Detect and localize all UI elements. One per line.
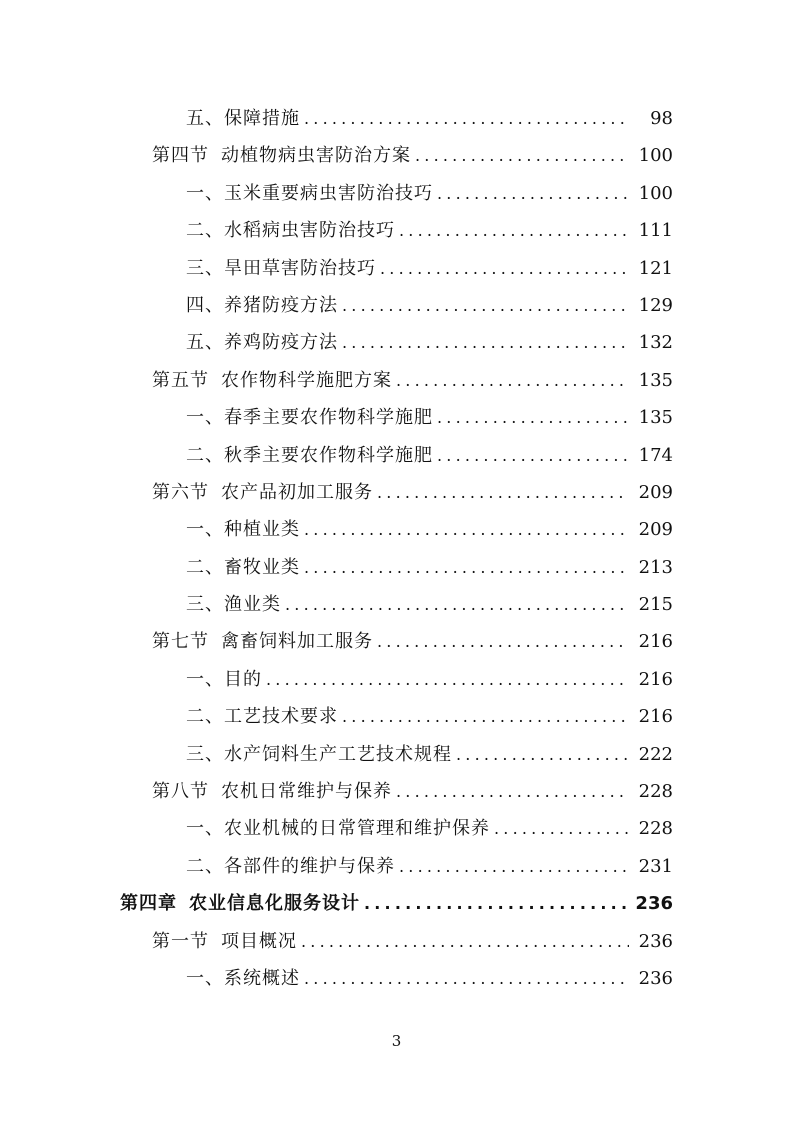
toc-entry-page: 100 xyxy=(638,182,673,204)
toc-entry-number: 第四节 xyxy=(152,145,209,167)
toc-entry-page: 98 xyxy=(650,108,673,129)
toc-entry-page: 135 xyxy=(638,369,673,391)
toc-entry-title xyxy=(152,773,392,810)
toc-entry-label: 五、养鸡防疫方法 xyxy=(186,332,338,354)
toc-dot-leader xyxy=(396,362,629,399)
toc-entry-label: 农产品初加工服务 xyxy=(221,481,373,503)
toc-item-entry[interactable] xyxy=(0,511,793,548)
toc-section-entry[interactable] xyxy=(0,773,793,810)
toc-item-entry[interactable] xyxy=(0,698,793,735)
toc-dot-leader xyxy=(377,623,629,660)
toc-entry-number: 第六节 xyxy=(152,481,209,503)
toc-dot-leader xyxy=(364,885,629,922)
toc-entry-label: 三、水产饲料生产工艺技术规程 xyxy=(186,743,452,765)
toc-entry-title xyxy=(186,661,262,698)
toc-chapter-entry[interactable] xyxy=(0,885,793,922)
toc-entry-page: 121 xyxy=(638,257,673,279)
toc-entry-title xyxy=(120,885,360,922)
toc-entry-title xyxy=(186,250,376,287)
toc-item-entry[interactable] xyxy=(0,100,793,137)
toc-entry-title xyxy=(186,698,338,735)
toc-item-entry[interactable] xyxy=(0,287,793,324)
toc-entry-page: 132 xyxy=(638,332,673,354)
toc-entry-title xyxy=(186,586,281,623)
toc-item-entry[interactable] xyxy=(0,437,793,474)
toc-dot-leader xyxy=(301,923,629,960)
toc-item-entry[interactable] xyxy=(0,399,793,436)
toc-entry-title xyxy=(186,960,300,997)
toc-dot-leader xyxy=(266,661,629,698)
toc-dot-leader xyxy=(415,137,629,174)
toc-item-entry[interactable] xyxy=(0,175,793,212)
toc-entry-page: 228 xyxy=(638,781,673,803)
toc-entry-page: 236 xyxy=(635,893,673,915)
toc-entry-title xyxy=(186,511,300,548)
toc-entry-page: 174 xyxy=(638,444,673,466)
toc-entry-page: 209 xyxy=(638,481,673,503)
toc-entry-label: 一、农业机械的日常管理和维护保养 xyxy=(186,818,490,840)
toc-entry-page: 216 xyxy=(638,631,673,653)
toc-dot-leader xyxy=(494,810,629,847)
toc-item-entry[interactable] xyxy=(0,549,793,586)
toc-entry-label: 动植物病虫害防治方案 xyxy=(221,145,411,167)
toc-dot-leader xyxy=(342,698,629,735)
toc-entry-label: 农机日常维护与保养 xyxy=(221,781,392,803)
toc-item-entry[interactable] xyxy=(0,960,793,997)
toc-item-entry[interactable] xyxy=(0,586,793,623)
toc-dot-leader xyxy=(456,736,629,773)
toc-dot-leader xyxy=(304,511,629,548)
toc-entry-page: 216 xyxy=(638,668,673,690)
toc-section-entry[interactable] xyxy=(0,623,793,660)
toc-dot-leader xyxy=(399,212,629,249)
toc-entry-label: 项目概况 xyxy=(221,930,297,952)
toc-entry-page: 236 xyxy=(638,967,673,989)
toc-dot-leader xyxy=(437,175,629,212)
toc-item-entry[interactable] xyxy=(0,250,793,287)
toc-entry-number: 第一节 xyxy=(152,930,209,952)
toc-entry-page: 215 xyxy=(638,594,673,616)
toc-entry-label: 五、保障措施 xyxy=(186,108,300,129)
toc-item-entry[interactable] xyxy=(0,736,793,773)
toc-entry-label: 农作物科学施肥方案 xyxy=(221,369,392,391)
toc-entry-label: 三、旱田草害防治技巧 xyxy=(186,257,376,279)
toc-entry-title xyxy=(186,324,338,361)
toc-item-entry[interactable] xyxy=(0,324,793,361)
toc-entry-label: 农业信息化服务设计 xyxy=(189,893,360,915)
toc-entry-title xyxy=(186,437,433,474)
toc-dot-leader xyxy=(285,586,629,623)
toc-entry-page: 222 xyxy=(638,743,673,765)
toc-entry-label: 一、春季主要农作物科学施肥 xyxy=(186,407,433,429)
toc-item-entry[interactable] xyxy=(0,810,793,847)
toc-entry-label: 一、种植业类 xyxy=(186,519,300,541)
page-number: 3 xyxy=(391,1032,402,1050)
toc-entry-number: 第四章 xyxy=(120,893,177,915)
toc-entry-label: 二、秋季主要农作物科学施肥 xyxy=(186,444,433,466)
toc-entry-title xyxy=(186,287,338,324)
toc-entry-title xyxy=(152,137,411,174)
toc-entry-page: 228 xyxy=(638,818,673,840)
toc-entry-label: 二、各部件的维护与保养 xyxy=(186,855,395,877)
toc-entry-label: 禽畜饲料加工服务 xyxy=(221,631,373,653)
toc-dot-leader xyxy=(304,549,629,586)
toc-dot-leader xyxy=(437,437,629,474)
toc-entry-number: 第七节 xyxy=(152,631,209,653)
toc-entry-title xyxy=(152,474,373,511)
toc-item-entry[interactable] xyxy=(0,212,793,249)
toc-section-entry[interactable] xyxy=(0,362,793,399)
toc-entry-number: 第五节 xyxy=(152,369,209,391)
toc-dot-leader xyxy=(304,960,629,997)
toc-dot-leader xyxy=(304,100,629,137)
toc-entry-title xyxy=(186,848,395,885)
toc-entry-page: 213 xyxy=(638,556,673,578)
toc-entry-title xyxy=(186,399,433,436)
toc-entry-page: 231 xyxy=(638,855,673,877)
toc-entry-label: 一、系统概述 xyxy=(186,967,300,989)
toc-entry-label: 一、玉米重要病虫害防治技巧 xyxy=(186,182,433,204)
toc-dot-leader xyxy=(342,324,629,361)
toc-entry-page: 129 xyxy=(638,294,673,316)
toc-section-entry[interactable] xyxy=(0,923,793,960)
toc-dot-leader xyxy=(399,848,629,885)
toc-entry-title xyxy=(152,923,297,960)
toc-entry-title xyxy=(186,810,490,847)
toc-entry-title xyxy=(186,549,300,586)
toc-entry-title xyxy=(152,362,392,399)
toc-item-entry[interactable] xyxy=(0,661,793,698)
toc-item-entry[interactable] xyxy=(0,848,793,885)
toc-entry-page: 111 xyxy=(638,220,673,242)
toc-entry-label: 二、工艺技术要求 xyxy=(186,706,338,728)
toc-dot-leader xyxy=(380,250,629,287)
toc-entry-title xyxy=(186,212,395,249)
toc-entry-page: 100 xyxy=(638,145,673,167)
toc-dot-leader xyxy=(437,399,629,436)
toc-entry-label: 二、畜牧业类 xyxy=(186,556,300,578)
toc-section-entry[interactable] xyxy=(0,137,793,174)
toc-section-entry[interactable] xyxy=(0,474,793,511)
toc-entry-title xyxy=(186,100,300,137)
toc-entry-number: 第八节 xyxy=(152,781,209,803)
toc-entry-page: 216 xyxy=(638,706,673,728)
toc-entry-title xyxy=(152,623,373,660)
toc-entry-title xyxy=(186,175,433,212)
toc-entry-label: 三、渔业类 xyxy=(186,594,281,616)
toc-entry-label: 二、水稻病虫害防治技巧 xyxy=(186,220,395,242)
toc-entry-title xyxy=(186,736,452,773)
toc-entry-page: 236 xyxy=(638,930,673,952)
toc-dot-leader xyxy=(377,474,629,511)
toc-entry-page: 135 xyxy=(638,407,673,429)
toc-entry-page: 209 xyxy=(638,519,673,541)
toc-entry-label: 四、养猪防疫方法 xyxy=(186,294,338,316)
toc-dot-leader xyxy=(342,287,629,324)
table-of-contents xyxy=(0,100,793,997)
toc-dot-leader xyxy=(396,773,629,810)
toc-entry-label: 一、目的 xyxy=(186,668,262,690)
